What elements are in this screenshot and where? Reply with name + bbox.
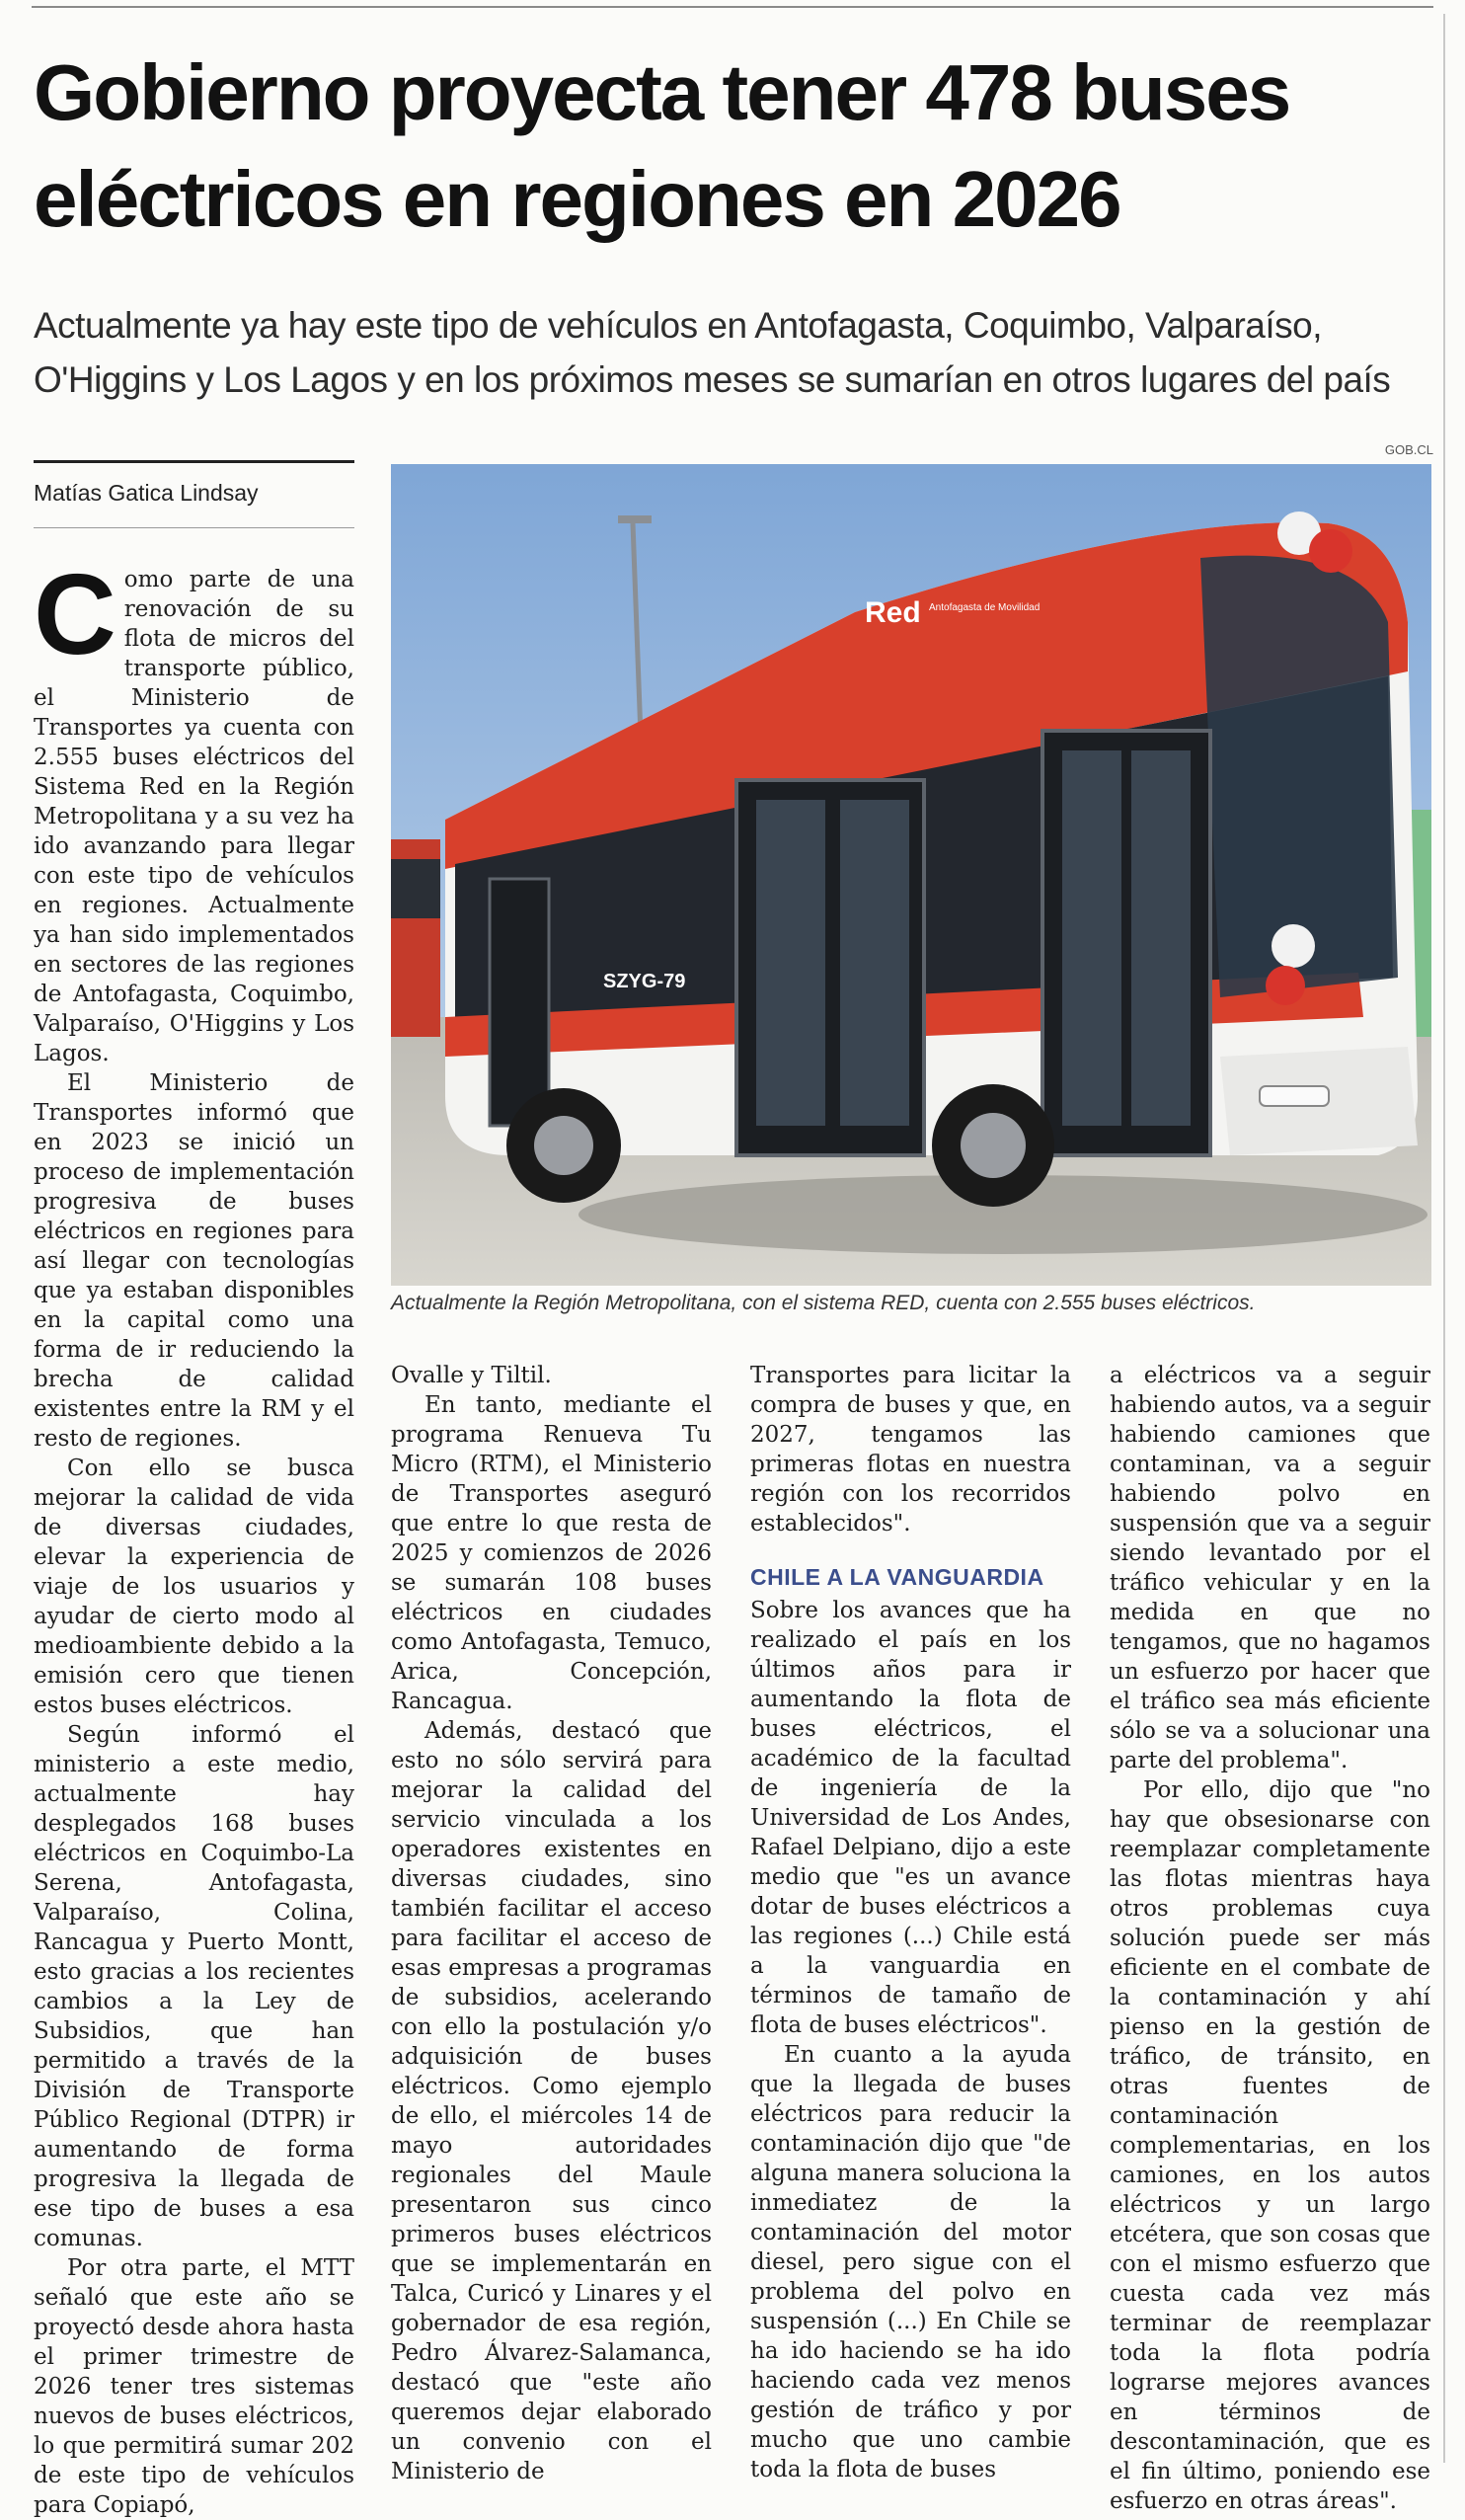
column-1 [34,550,354,2520]
column-4 [1110,1361,1430,2516]
paragraph [34,550,354,1068]
bus-agency-label: Antofagasta de Movilidad [929,602,1041,613]
byline: Matías Gatica Lindsay [34,480,259,506]
top-rule [32,6,1433,8]
paragraph: Por ello, dijo que "no hay que obsesionarse con reemplazar completamente las flotas mientras haya otros problemas cuya solución puede ser más eficiente en el combate de la contaminación y ahí pienso en la gestión de tráfico, de tránsito, en otras fuentes de contaminación complementarias, en los camiones, en los autos eléctricos y un largo etcétera, que son cosas que con el mismo esfuerzo que cuesta cada vez más terminar de reemplazar toda la flota podría lograrse mejores avances en términos de descontaminación, que es el fin último, poniendo ese esfuerzo en otras áreas". [1110,1777,1430,2514]
byline-bottom-rule [34,527,354,528]
column-2 [391,1361,712,2486]
section-subhead: CHILE A LA VANGUARDIA [750,1564,1044,1590]
paragraph: a eléctricos va a seguir habiendo autos, va a seguir habiendo camiones que contaminan, va a seguir habiendo polvo en suspensión que va a seguir siendo levantado por el tráfico vehicular y en la medida en que no tengamos, que no hagamos un esfuerzo por hacer que el tráfico sea más eficiente sólo se va a solucionar una parte del problema". [1110,1363,1430,1773]
paragraph: Según informó el ministerio a este medio, actualmente hay desplegados 168 buses eléctricos en Coquimbo-La Serena, Antofagasta, Valparaíso, Colina, Rancagua y Puerto Montt, esto gracias a los recientes cambios a la Ley de Subsidios, que han permitido a través de la División de Transporte Público Regional (DTPR) ir aumentando de forma progresiva la llegada de ese tipo de buses a esa comunas. [34,1722,354,2251]
paragraph: Además, destacó que esto no sólo servirá para mejorar la calidad del servicio vinculada a los operadores existentes en diversas ciudades, sino también facilitar el acceso para facilitar el acceso de esas empresas a programas de subsidios, acelerando con ello la postulación y/o adquisición de buses eléctricos. Como ejemplo de ello, el miércoles 14 de mayo autoridades regionales del Maule presentaron sus cinco primeros buses eléctricos que se implementarán en Talca, Curicó y Linares y el gobernador de esa región, Pedro Álvarez-Salamanca, destacó que "este año queremos dejar elaborado un convenio con el Ministerio de [391,1718,712,2484]
bus-illustration [391,464,1431,1286]
paragraph: Por otra parte, el MTT señaló que este año se proyectó desde ahora hasta el primer trimestre de 2026 tener tres sistemas nuevos de buses eléctricos, lo que permitirá sumar 202 de este tipo de vehículos para Copiapó, [34,2255,354,2518]
drop-cap: C [34,550,116,678]
column-3 [750,1361,1071,2484]
deck-subtitle: Actualmente ya hay este tipo de vehículos en Antofagasta, Coquimbo, Valparaíso, O'Higgins y Los Lagos y en los próximos meses se sumarían en otros lugares del país [34,305,1391,400]
byline-top-rule [34,460,354,463]
paragraph: Ovalle y Tiltil. [391,1363,552,1388]
paragraph: Transportes para licitar la compra de buses y que, en 2027, tengamos las primeras flotas en nuestra región con los recorridos establecidos". [750,1363,1071,1536]
paragraph: En cuanto a la ayuda que la llegada de buses eléctricos para reducir la contaminación dijo que "de alguna manera soluciona la inmediatez de la contaminación del motor diesel, pero sigue con el problema del polvo en suspensión (...) En Chile se ha ido haciendo se ha ido haciendo cada vez menos gestión de tráfico y por mucho que uno cambie toda la flota de buses [750,2042,1071,2482]
page-edge-rule [1443,14,1445,2463]
bus-photo [391,464,1431,1286]
paragraph: El Ministerio de Transportes informó que en 2023 se inició un proceso de implementación progresiva de buses eléctricos en regiones para así llegar con tecnologías que ya estaban disponibles en la capital como una forma de ir reduciendo la brecha de calidad existentes entre la RM y el resto de regiones. [34,1070,354,1452]
paragraph: Con ello se busca mejorar la calidad de vida de diversas ciudades, elevar la experiencia de viaje de los usuarios y ayudar de cierto modo al medioambiente debido a la emisión cero que tienen estos buses eléctricos. [34,1456,354,1718]
photo-credit: GOB.CL [1384,442,1433,457]
headline: Gobierno proyecta tener 478 buses eléctricos en regiones en 2026 [34,48,1290,243]
bus-brand-label: Red [865,596,921,629]
bus-plate-label: SZYG-79 [603,971,686,992]
photo-caption: Actualmente la Región Metropolitana, con el sistema RED, cuenta con 2.555 buses eléctricos. [391,1292,1256,1314]
paragraph-text: omo parte de una renovación de su flota de micros del transporte público, el Ministerio de Transportes ya cuenta con 2.555 buses eléctricos del Sistema Red en la Región Metropolitana y a su vez ha ido avanzando para llegar con este tipo de vehículos en regiones. Actualmente ya han sido implementados en sectores de las regiones de Antofagasta, Coquimbo, Valparaíso, O'Higgins y Los Lagos. [34,567,354,1066]
paragraph: En tanto, mediante el programa Renueva Tu Micro (RTM), el Ministerio de Transportes aseguró que entre lo que resta de 2025 y comienzos de 2026 se sumarán 108 buses eléctricos en ciudades como Antofagasta, Temuco, Arica, Concepción, Rancagua. [391,1392,712,1714]
paragraph: Sobre los avances que ha realizado el país en los últimos años para ir aumentando la flota de buses eléctricos, el académico de la facultad de ingeniería de la Universidad de Los Andes, Rafael Delpiano, dijo a este medio que "es un avance dotar de buses eléctricos a las regiones (...) Chile está a la vanguardia en términos de tamaño de flota de buses eléctricos". [750,1598,1071,2038]
